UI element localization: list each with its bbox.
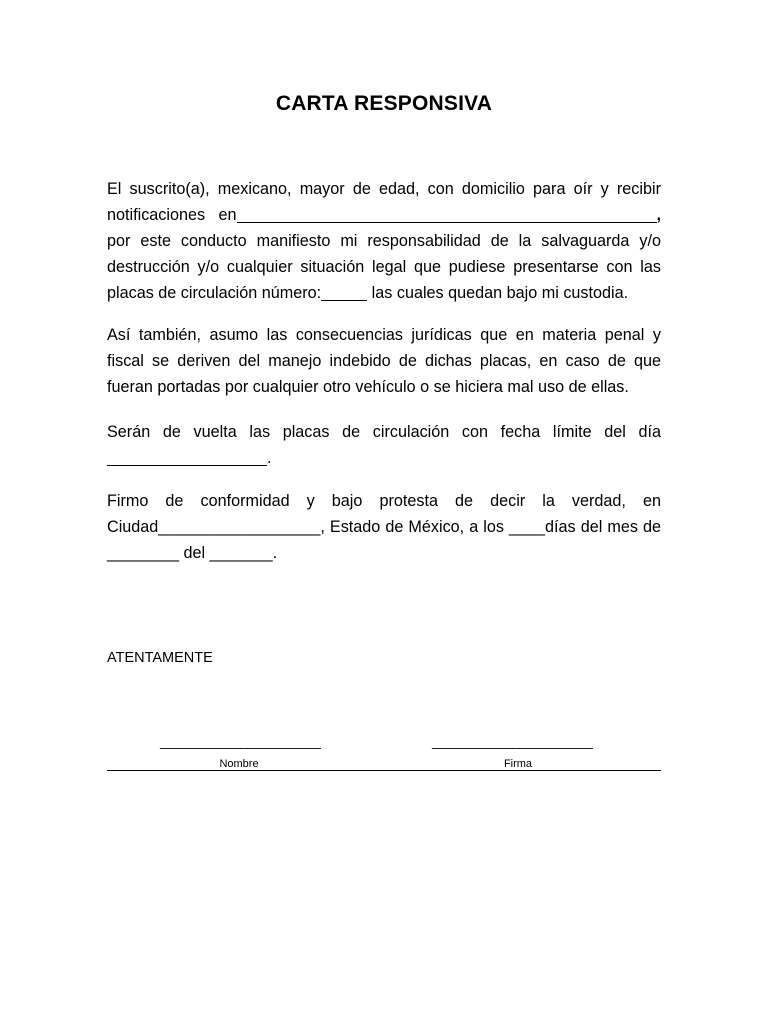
document-title: CARTA RESPONSIVA (275, 92, 493, 115)
signature-label: Firma (503, 758, 533, 770)
closing-atentamente: ATENTAMENTE (107, 650, 213, 666)
paragraph-return-date (107, 419, 661, 471)
name-signature-line[interactable]: ______________________ (160, 733, 321, 749)
paragraph-domicile-text-a: El suscrito(a), mexicano, mayor de edad, con domicilio para oír y recibir notificaciones en (107, 180, 661, 224)
return-date-blank[interactable] (107, 449, 267, 466)
name-label: Nombre (219, 758, 259, 770)
paragraph-domicile-text-c: las cuales quedan bajo mi custodia. (367, 284, 629, 302)
paragraph-conformity: Firmo de conformidad y bajo protesta de decir la verdad, en Ciudad__________________, Estado de México, a los ____días del mes de ________ del _______. (107, 492, 661, 562)
plate-number-blank[interactable] (321, 284, 367, 301)
paragraph-consequences: Así también, asumo las consecuencias jurídicas que en materia penal y fiscal se deriven del manejo indebido de dichas placas, en caso de que fueran portadas por cualquier otro vehículo o se hiciera mal uso de ellas. (107, 326, 661, 396)
paragraph-return-date-text-b: . (267, 449, 272, 467)
paragraph-domicile-text-b: por este conducto manifiesto mi responsabilidad de la salvaguarda y/o destrucción y/o cualquier situación legal que pudiese presentarse con las placas de circulación número: (107, 232, 661, 302)
address-comma: , (656, 206, 661, 224)
signature-base-rule (107, 770, 661, 771)
paragraph-domicile (107, 176, 661, 306)
firma-signature-line[interactable]: ______________________ (432, 733, 593, 749)
address-blank[interactable] (237, 206, 657, 223)
paragraph-return-date-text-a: Serán de vuelta las placas de circulación con fecha límite del día (107, 423, 661, 441)
